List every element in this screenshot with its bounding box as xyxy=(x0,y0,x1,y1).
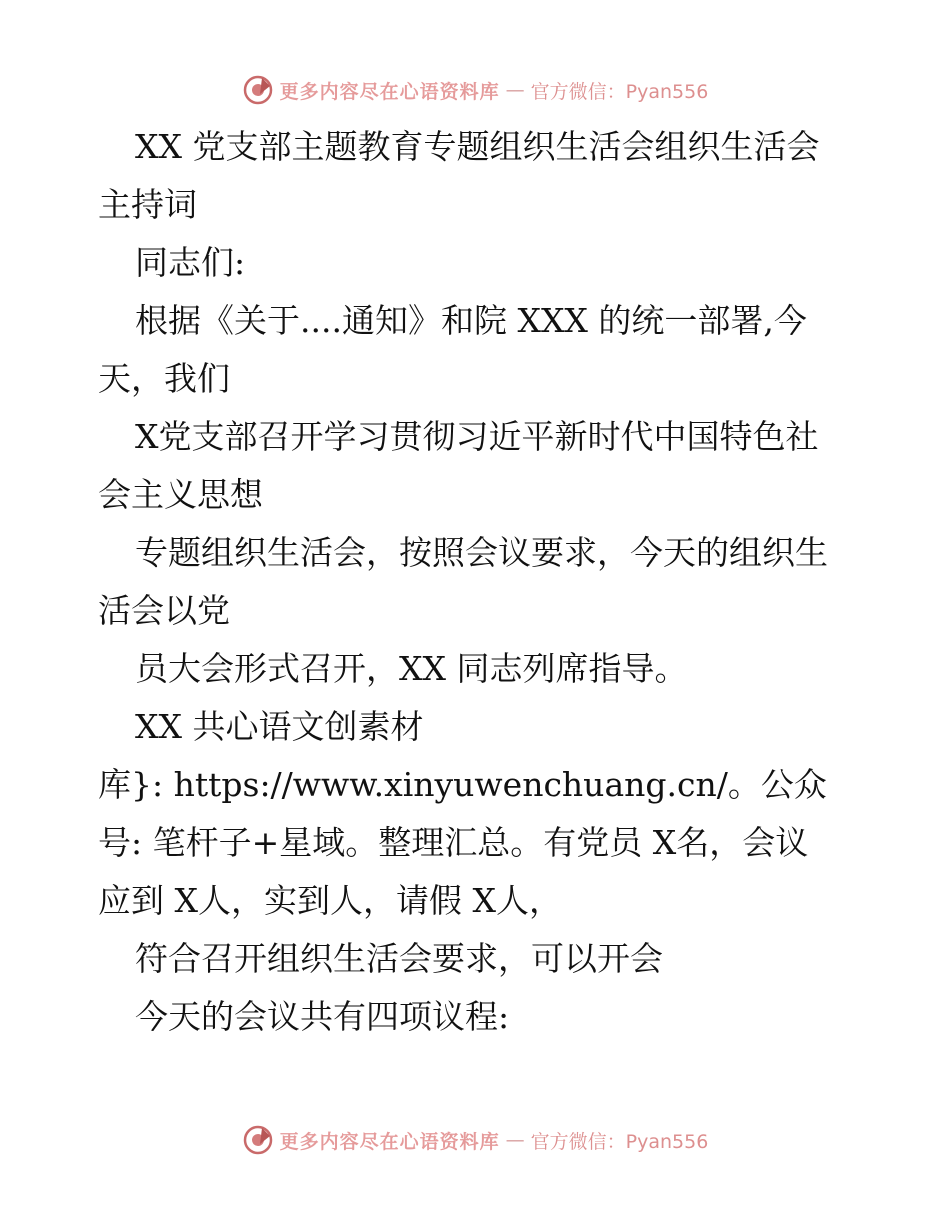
text-line: 主持词 xyxy=(98,185,197,224)
text-line: 会主义思想 xyxy=(98,475,263,514)
logo-icon xyxy=(242,1124,274,1156)
text-line: 专题组织生活会，按照会议要求，今天的组织生 xyxy=(135,533,828,572)
banner-title: 更多内容尽在心语资料库 xyxy=(279,80,500,103)
text-line: 今天的会议共有四项议程: xyxy=(135,997,510,1036)
banner-wechat: 官方微信：Pyan556 xyxy=(530,80,709,103)
text-line: XX 共心语文创素材 xyxy=(135,707,424,746)
banner-title: 更多内容尽在心语资料库 xyxy=(279,1130,500,1153)
text-line: 活会以党 xyxy=(98,591,230,630)
logo-icon xyxy=(242,74,274,106)
banner-separator: — xyxy=(505,1129,525,1151)
text-line: 员大会形式召开，XX 同志列席指导。 xyxy=(135,649,688,688)
text-line: XX 党支部主题教育专题组织生活会组织生活会 xyxy=(135,127,820,166)
text-line: X党支部召开学习贯彻习近平新时代中国特色社 xyxy=(135,417,819,456)
banner-wechat: 官方微信：Pyan556 xyxy=(530,1130,709,1153)
text-line: 应到 X人，实到人，请假 X人， xyxy=(98,881,562,920)
banner-separator: — xyxy=(505,79,525,101)
text-line: 同志们: xyxy=(135,243,246,282)
text-line: 天，我们 xyxy=(98,359,230,398)
document-body xyxy=(98,118,858,1046)
text-line: 符合召开组织生活会要求，可以开会 xyxy=(135,939,663,978)
footer-banner xyxy=(0,1120,950,1160)
text-line: 库}: https://www.xinyuwenchuang.cn/。公众 xyxy=(98,765,827,804)
header-banner xyxy=(0,70,950,110)
text-line: 号: 笔杆子+星域。整理汇总。有党员 X名，会议 xyxy=(98,823,809,862)
text-line: 根据《关于....通知》和院 XXX 的统一部署,今 xyxy=(135,301,807,340)
